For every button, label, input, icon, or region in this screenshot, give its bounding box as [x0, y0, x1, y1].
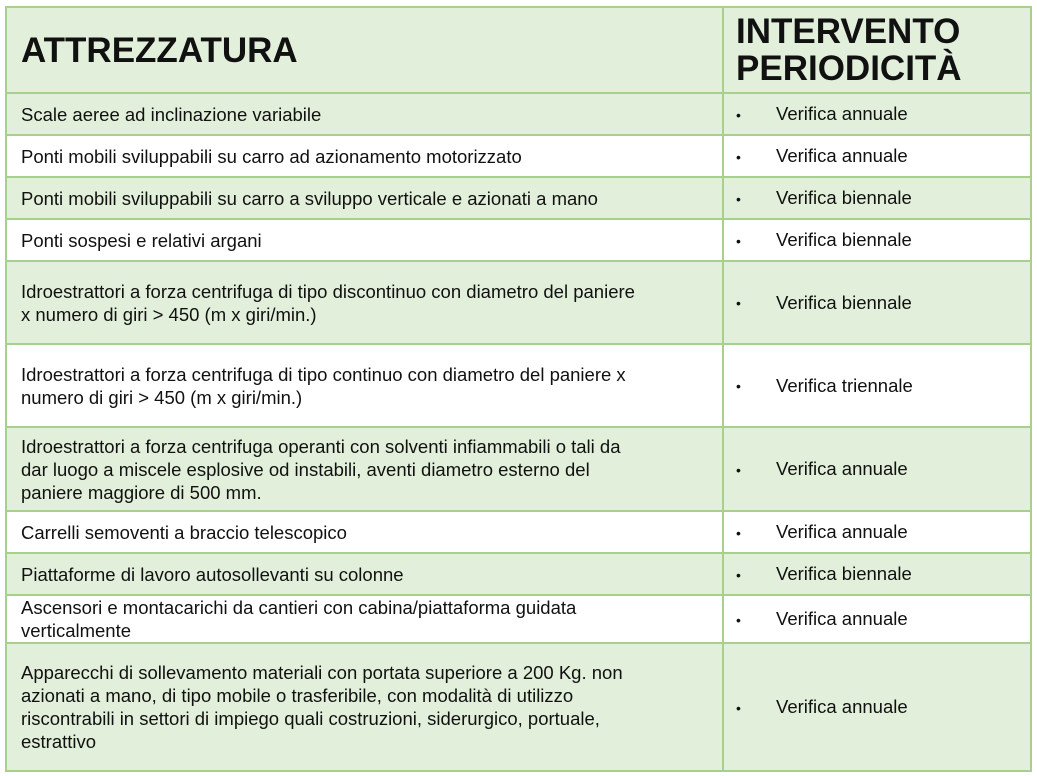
equipment-line: numero di giri > 450 (m x giri/min.) — [21, 386, 303, 408]
table-row — [6, 344, 1031, 427]
periodicity-text: Verifica biennale — [776, 229, 912, 251]
bullet-icon: • — [736, 461, 741, 478]
bullet-icon: • — [736, 611, 741, 628]
equipment-line: Scale aeree ad inclinazione variabile — [21, 103, 322, 125]
equipment-cell — [6, 511, 723, 553]
table-row — [6, 511, 1031, 553]
bullet-icon: • — [736, 232, 741, 249]
periodicity-text: Verifica biennale — [776, 187, 912, 209]
periodicity-text: Verifica triennale — [776, 375, 913, 397]
periodicity-text: Verifica annuale — [776, 458, 908, 480]
periodicity-cell — [723, 219, 1031, 261]
header-row — [6, 7, 1031, 93]
periodicity-cell — [723, 595, 1031, 643]
periodicity-text: Verifica biennale — [776, 292, 912, 314]
header-attrezzatura: ATTREZZATURA — [6, 7, 723, 93]
periodicity-text: Verifica annuale — [776, 608, 908, 630]
equipment-line: x numero di giri > 450 (m x giri/min.) — [21, 303, 317, 325]
bullet-icon: • — [736, 190, 741, 207]
equipment-line: riscontrabili in settori di impiego quali costruzioni, siderurgico, portuale, — [21, 708, 600, 729]
table-row — [6, 135, 1031, 177]
equipment-line: Apparecchi di sollevamento materiali con portata superiore a 200 Kg. non — [21, 662, 623, 683]
equipment-cell — [6, 643, 723, 771]
bullet-icon: • — [736, 295, 741, 312]
table-row — [6, 93, 1031, 135]
equipment-line: Carrelli semoventi a braccio telescopico — [21, 521, 347, 543]
table-row — [6, 595, 1031, 643]
equipment-table — [5, 6, 1032, 772]
equipment-line: dar luogo a miscele esplosive od instabili, aventi diametro esterno del — [21, 458, 590, 480]
periodicity-cell — [723, 261, 1031, 344]
table-row — [6, 261, 1031, 344]
bullet-icon: • — [736, 699, 741, 716]
equipment-cell — [6, 135, 723, 177]
header-periodicita: PERIODICITÀ — [736, 49, 962, 88]
periodicity-cell — [723, 511, 1031, 553]
periodicity-text: Verifica annuale — [776, 103, 908, 125]
bullet-icon: • — [736, 566, 741, 583]
periodicity-text: Verifica annuale — [776, 696, 908, 718]
equipment-line: estrattivo — [21, 731, 97, 752]
periodicity-cell — [723, 553, 1031, 595]
equipment-line: Ponti mobili sviluppabili su carro a sviluppo verticale e azionati a mano — [21, 187, 598, 209]
equipment-line: Ponti sospesi e relativi argani — [21, 229, 262, 251]
equipment-cell — [6, 553, 723, 595]
periodicity-text: Verifica biennale — [776, 563, 912, 585]
equipment-cell — [6, 427, 723, 511]
header-intervento: INTERVENTO — [736, 12, 961, 51]
equipment-cell — [6, 93, 723, 135]
equipment-cell — [6, 595, 723, 643]
equipment-line: azionati a mano, di tipo mobile o trasferibile, con modalità di utilizzo — [21, 685, 574, 706]
equipment-line: paniere maggiore di 500 mm. — [21, 481, 262, 503]
periodicity-cell — [723, 344, 1031, 427]
equipment-line: Ponti mobili sviluppabili su carro ad azionamento motorizzato — [21, 145, 522, 167]
table-row — [6, 643, 1031, 771]
equipment-cell — [6, 177, 723, 219]
equipment-line: Idroestrattori a forza centrifuga operanti con solventi infiammabili o tali da — [21, 435, 621, 457]
table-row — [6, 553, 1031, 595]
periodicity-cell — [723, 643, 1031, 771]
equipment-cell — [6, 344, 723, 427]
periodicity-text: Verifica annuale — [776, 145, 908, 167]
table-row — [6, 219, 1031, 261]
periodicity-cell — [723, 93, 1031, 135]
bullet-icon: • — [736, 378, 741, 395]
bullet-icon: • — [736, 524, 741, 541]
equipment-cell — [6, 261, 723, 344]
equipment-cell — [6, 219, 723, 261]
equipment-line: Piattaforme di lavoro autosollevanti su colonne — [21, 563, 404, 585]
periodicity-text: Verifica annuale — [776, 521, 908, 543]
header-intervento-periodicita — [723, 7, 1031, 93]
bullet-icon: • — [736, 106, 741, 123]
equipment-line: Ascensori e montacarichi da cantieri con cabina/piattaforma guidata — [21, 597, 577, 618]
bullet-icon: • — [736, 148, 741, 165]
periodicity-cell — [723, 427, 1031, 511]
periodicity-cell — [723, 135, 1031, 177]
equipment-line: Idroestrattori a forza centrifuga di tipo continuo con diametro del paniere x — [21, 363, 626, 385]
equipment-line: verticalmente — [21, 620, 132, 641]
table-row — [6, 427, 1031, 511]
periodicity-cell — [723, 177, 1031, 219]
table-row — [6, 177, 1031, 219]
equipment-line: Idroestrattori a forza centrifuga di tipo discontinuo con diametro del paniere — [21, 280, 635, 302]
